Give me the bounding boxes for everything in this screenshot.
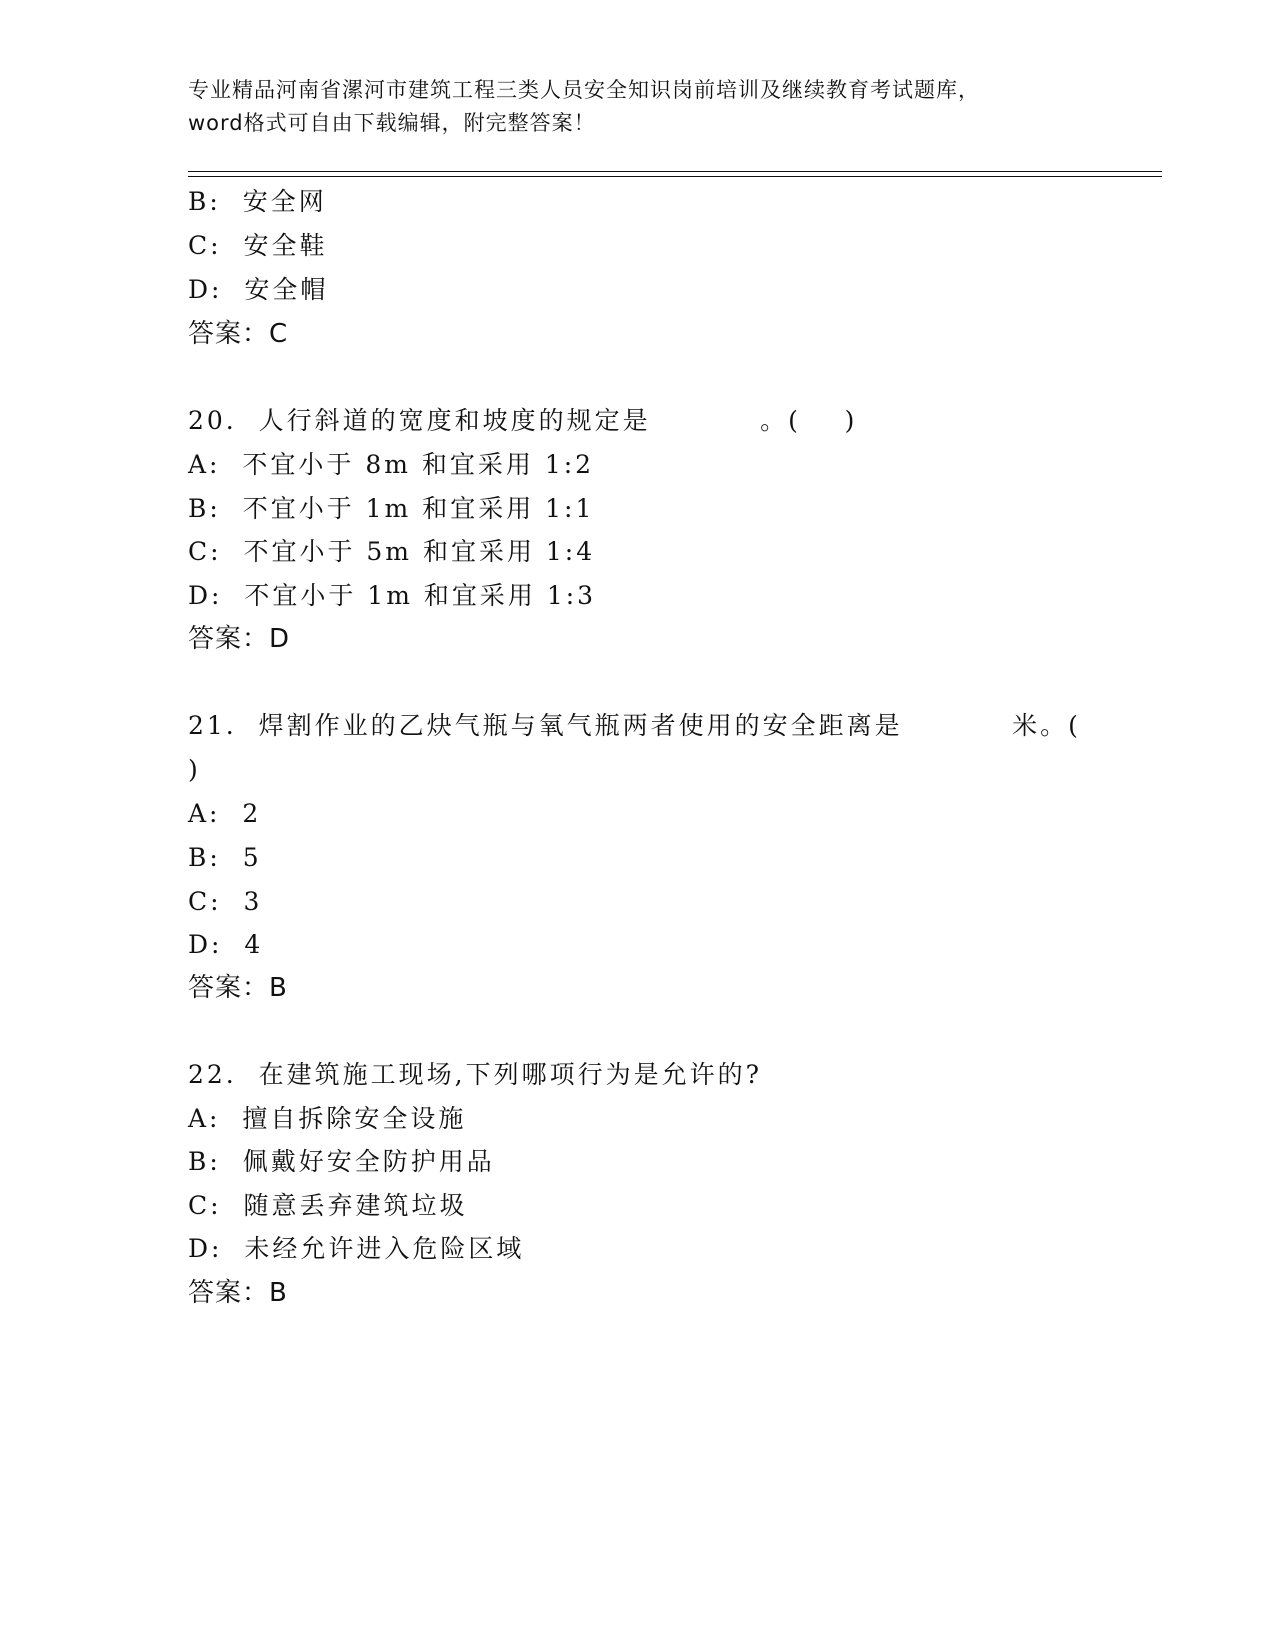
q21-option-b: B: 5	[188, 843, 262, 872]
q22-question: 22. 在建筑施工现场,下列哪项行为是允许的?	[188, 1060, 763, 1089]
q20-option-a: A: 不宜小于 8m 和宜采用 1:2	[188, 450, 595, 479]
q20-question: 20. 人行斜道的宽度和坡度的规定是 。( )	[188, 406, 858, 435]
q19-option-d: D: 安全帽	[188, 275, 329, 304]
document-header	[188, 74, 1088, 140]
q19-option-b: B: 安全网	[188, 187, 327, 216]
q20-answer: 答案：D	[188, 624, 291, 654]
q20-option-d: D: 不宜小于 1m 和宜采用 1:3	[188, 581, 597, 610]
header-title-line: 专业精品河南省漯河市建筑工程三类人员安全知识岗前培训及继续教育考试题库，	[188, 78, 980, 102]
q21-question: 21. 焊割作业的乙炔气瓶与氧气瓶两者使用的安全距离是 米。(	[188, 711, 1081, 740]
q21-option-c: C: 3	[188, 887, 263, 916]
q21-option-a: A: 2	[188, 799, 262, 828]
q20-option-b: B: 不宜小于 1m 和宜采用 1:1	[188, 494, 595, 523]
q21-answer: 答案：B	[188, 973, 288, 1003]
q22-answer: 答案：B	[188, 1278, 288, 1308]
q22-option-c: C: 随意丢弃建筑垃圾	[188, 1191, 468, 1220]
header-divider-top	[188, 171, 1162, 172]
q22-option-b: B: 佩戴好安全防护用品	[188, 1147, 495, 1176]
q22-option-a: A: 擅自拆除安全设施	[188, 1104, 467, 1133]
header-divider-bottom	[188, 176, 1162, 177]
header-subtitle-line: word格式可自由下载编辑，附完整答案！	[188, 111, 596, 135]
q20-option-c: C: 不宜小于 5m 和宜采用 1:4	[188, 537, 596, 566]
q19-option-c: C: 安全鞋	[188, 231, 328, 260]
q21-option-d: D: 4	[188, 930, 264, 959]
q19-answer: 答案：C	[188, 319, 289, 349]
q21-question-continued: )	[188, 755, 201, 784]
q22-option-d: D: 未经允许进入危险区域	[188, 1234, 525, 1263]
